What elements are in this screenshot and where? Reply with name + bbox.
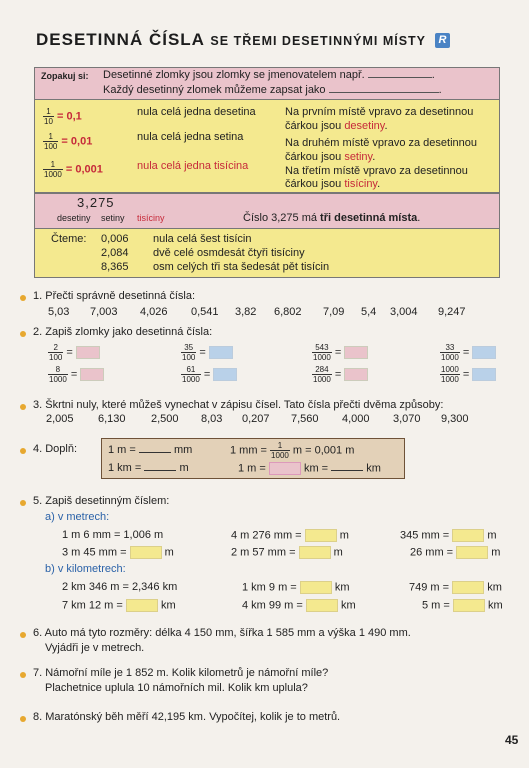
example-number: 3,275 [77,195,115,210]
reminder-box: Zopakuj si: Desetinné zlomky jsou zlomky se jmenovatelem např. . Každý desetinný zlomek můžeme zapsat jako . $\frac{1}{10}$ = 0,1 nula celá jedna desetina Na prvním místě vpravo za desetinnou čárkou jsou desetiny. $\frac{1}{100}$ = 0,01 nula celá jedna setina Na druhém místě vpravo za desetinnou čárkou jsou setiny. $\frac{1}{1000}$ = 0,001 nula celá jedna tisícina Na třetím místě vpravo za desetinnou čárkou jsou tisíciny. [34,67,500,193]
answer-field[interactable] [80,368,104,381]
bullet-icon [20,404,26,410]
answer-field[interactable] [456,546,488,559]
bullet-icon [20,672,26,678]
fill-box: 1 m = mm 1 mm = $\frac{1}{1000}$ m = 0,001 m 1 km = m 1 m = km = km [101,438,405,479]
answer-field[interactable] [344,346,368,359]
answer-field[interactable] [331,470,363,471]
reading-box: Čteme: 0,006 nula celá šest tisícin 2,084 dvě celé osmdesát čtyři tisíciny 8,365 osm celých tři sta šedesát pět tisícin [34,228,500,278]
answer-field[interactable] [452,529,484,542]
repeat-icon: R [435,33,450,48]
bullet-icon [20,716,26,722]
textbook-page: DESETINNÁ ČÍSLA SE TŘEMI DESETINNÝMI MÍSTY R Zopakuj si: Desetinné zlomky jsou zlomky se jmenovatelem např. . Každý desetinný zlomek můžeme zapsat jako . $\frac{1}{10}$ = 0,1 nula celá jedna desetina Na prvním místě vpravo za desetinnou čárkou jsou desetiny. $\frac{1}{100}$ = 0,01 nula celá jedna setina Na druhém místě vpravo za desetinnou čárkou jsou setiny. $\frac{1}{1000}$ = 0,001 nula celá jedna tisícina Na třetím místě vpravo za desetinnou čárkou jsou tisíciny. 3,275 desetiny setiny tisíciny Číslo 3,275 má tři desetinná místa. Čteme: 0,006 nula celá šest tisícin 2,084 dvě celé osmdesát čtyři tisíciny 8,365 osm celých tři sta šedesát pět tisícin 1. Přečti správně desetinná čísla: 5,03 7,003 4,026 0,541 3,82 6,802 7,09 5,4 3,004 9,247 2. Zapiš zlomky jako desetinná čísla: $\frac{2}{100}$ = $\frac{35}{100}$ = $\frac{543}{1000}$ = $\frac{33}{1000}$ = $\frac{8}{1000}$ = $\frac{61}{1000}$ = $\frac{284}{1000}$ = $\frac{1000}{1000}$ = 3. Škrtni nuly, které můžeš vynechat v zápisu čísel. Tato čísla přečti dvěma způsoby: 2,005 6,130 2,500 8,03 0,207 7,560 4,000 3,070 9,300 4. Doplň: 1 m = mm 1 mm = $\frac{1}{1000}$ m = 0,001 m 1 km = m 1 m = km = km 5. Zapiš desetinným číslem: a) v metrech: 1 m 6 mm = 1,006 m 4 m 276 mm = m 345 mm = m 3 m 45 mm = m 2 m 57 mm = m 26 mm = m b) v kilometrech: 2 km 346 m = 2,346 km 1 km 9 m = km 749 m = km 7 km 12 m = km 4 km 99 m = km 5 m = km 6. Auto má tyto rozměry: délka 4 150 mm, šířka 1 585 mm a výška 1 490 mm. Vyjádři je v metrech. 7. Námořní míle je 1 852 m. Kolik kilometrů je námořní míle? Plachetnice uplula 10 námořních mil. Kolik km uplula? 8. Maratónský běh měří 42,195 km. Vypočítej, kolik je to metrů. 45 [0,0,529,768]
answer-field[interactable] [306,599,338,612]
ex1-values: 5,03 7,003 4,026 0,541 3,82 6,802 7,09 5,4 3,004 9,247 [48,306,466,318]
answer-field[interactable] [299,546,331,559]
fraction-row-1: $\frac{1}{10}$ = 0,1 [44,107,82,126]
answer-field[interactable] [472,346,496,359]
answer-field[interactable] [269,462,301,475]
answer-field[interactable] [209,346,233,359]
place-value-box: 3,275 desetiny setiny tisíciny Číslo 3,275 má tři desetinná místa. [34,193,500,229]
answer-field[interactable] [76,346,100,359]
reminder-header: Zopakuj si: Desetinné zlomky jsou zlomky se jmenovatelem např. . Každý desetinný zlomek můžeme zapsat jako . [35,68,499,100]
answer-field[interactable] [144,470,176,471]
answer-field[interactable] [344,368,368,381]
page-title: DESETINNÁ ČÍSLA SE TŘEMI DESETINNÝMI MÍSTY R [36,30,450,50]
answer-field[interactable] [452,581,484,594]
answer-field[interactable] [130,546,162,559]
answer-field[interactable] [453,599,485,612]
bullet-icon [20,632,26,638]
answer-field[interactable] [300,581,332,594]
bullet-icon [20,331,26,337]
fraction-row-2: $\frac{1}{100}$ = 0,01 [44,132,93,151]
answer-field[interactable] [472,368,496,381]
bullet-icon [20,500,26,506]
page-number: 45 [505,733,519,747]
answer-field[interactable] [126,599,158,612]
ex3-values: 2,005 6,130 2,500 8,03 0,207 7,560 4,000 3,070 9,300 [46,413,469,425]
answer-field[interactable] [305,529,337,542]
fraction-row-3: $\frac{1}{1000}$ = 0,001 [44,160,103,179]
answer-field[interactable] [213,368,237,381]
bullet-icon [20,448,26,454]
bullet-icon [20,295,26,301]
answer-field[interactable] [139,452,171,453]
